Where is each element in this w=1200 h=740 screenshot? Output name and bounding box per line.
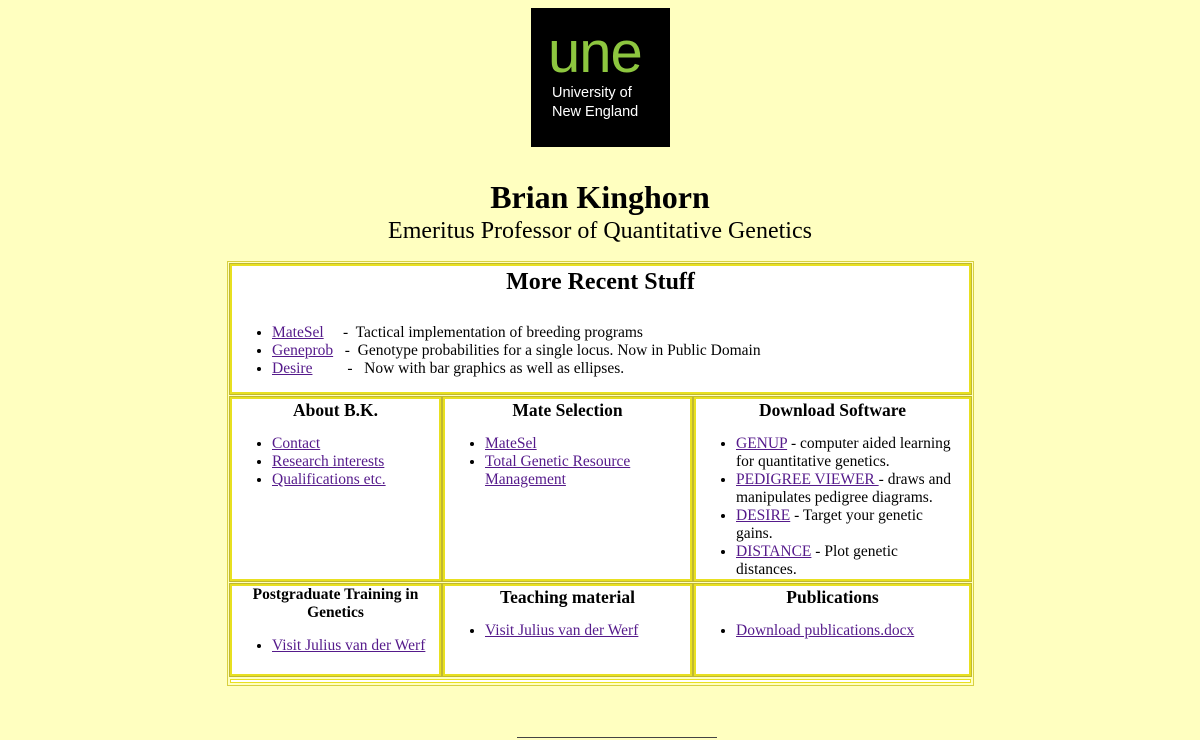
download-software-list [696,435,969,579]
postgrad-training-list [232,637,439,655]
publications-list [696,622,969,640]
list-item [272,435,431,453]
logo-line-2: New England [552,104,639,120]
postgrad-training-heading: Postgraduate Training in Genetics [252,586,419,621]
qualifications-link[interactable]: Qualifications etc. [272,471,386,488]
recent-stuff-heading: More Recent Stuff [506,269,695,295]
list-item [736,622,961,640]
une-logo-mark: une [548,20,642,85]
research-interests-link[interactable]: Research interests [272,453,385,470]
list-item [736,435,961,471]
teaching-material-heading: Teaching material [500,587,635,607]
download-software-cell [694,397,971,581]
list-item [272,360,761,378]
about-cell [230,397,441,581]
matesel-recent-link[interactable]: MateSel [272,324,324,341]
desire-recent-link[interactable]: Desire [272,360,313,377]
list-item [485,435,682,453]
mate-selection-heading: Mate Selection [512,400,623,420]
publications-heading: Publications [786,587,879,607]
contact-link[interactable]: Contact [272,435,321,452]
pedigree-viewer-link[interactable]: PEDIGREE VIEWER [736,471,879,488]
une-logo-text [552,84,638,122]
julius-teaching-link[interactable]: Visit Julius van der Werf [485,622,639,639]
logo-line-1: University of [552,85,632,101]
teaching-material-list [445,622,690,640]
item-description: - Plot genetic distances. [736,543,898,578]
table-footer-row [230,679,971,683]
item-description: Genotype probabilities for a single locus. Now in Public Domain [357,342,761,359]
list-item [272,324,761,342]
postgrad-training-cell [230,584,441,676]
genup-link[interactable]: GENUP [736,435,788,452]
about-heading: About B.K. [292,400,379,420]
list-item [272,637,431,655]
mate-selection-list [445,435,690,489]
julius-postgrad-link[interactable]: Visit Julius van der Werf [272,637,426,654]
item-description: - computer aided learning for quantitative genetics. [736,435,951,470]
geneprob-recent-link[interactable]: Geneprob [272,342,334,359]
separator: - [323,324,356,341]
item-description: Tactical implementation of breeding programs [355,324,643,341]
separator: - [333,342,358,359]
about-list [232,435,439,489]
list-item [736,471,961,507]
page-title: Brian Kinghorn [490,179,710,215]
une-logo [531,8,670,147]
distance-link[interactable]: DISTANCE [736,543,812,560]
list-item [272,471,431,489]
publications-cell [694,584,971,676]
item-description: Now with bar graphics as well as ellipses. [364,360,625,377]
list-item [736,507,961,543]
download-publications-link[interactable]: Download publications.docx [736,622,915,639]
mate-selection-cell [443,397,692,581]
page-subtitle: Emeritus Professor of Quantitative Genetics [388,218,812,244]
teaching-material-cell [443,584,692,676]
list-item [485,622,682,640]
download-software-heading: Download Software [759,400,906,420]
list-item [736,543,961,579]
recent-stuff-list [232,324,769,378]
item-description: - draws and manipulates pedigree diagrams. [736,471,951,506]
item-description: - Target your genetic gains. [736,507,923,542]
list-item [272,453,431,471]
list-item [272,342,761,360]
list-item [485,453,682,489]
recent-stuff-cell [230,264,971,394]
matesel-link[interactable]: MateSel [485,435,537,452]
desire-link[interactable]: DESIRE [736,507,791,524]
tgrm-link[interactable]: Total Genetic Resource Management [485,453,631,488]
separator: - [312,360,365,377]
